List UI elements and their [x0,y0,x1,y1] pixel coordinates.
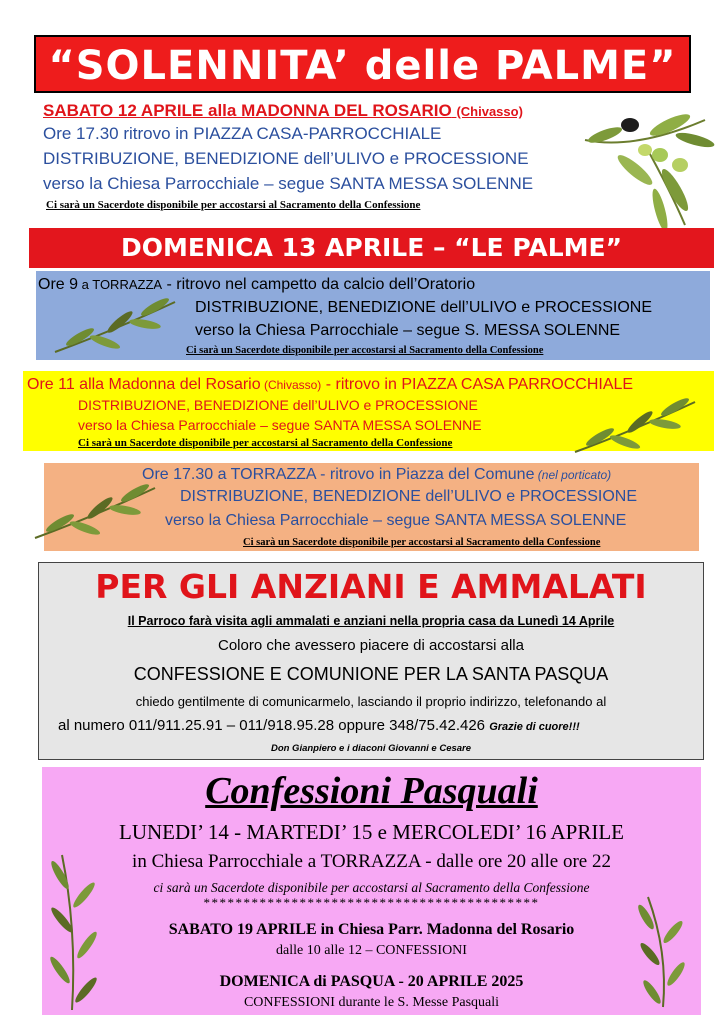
confessioni-line3: ci sarà un Sacerdote disponibile per accostarsi al Sacramento della Confessione [153,880,590,895]
anziani-line5 [58,717,580,734]
yellow-line2: DISTRIBUZIONE, BENEDIZIONE dell’ULIVO e PROCESSIONE [78,397,478,413]
confessioni-heading: Confessioni Pasquali [205,770,538,812]
sabato-place: (Chivasso) [456,104,523,119]
confessioni-line1: LUNEDI’ 14 - MARTEDI’ 15 e MERCOLEDI’ 16 APRILE [119,820,624,844]
title-banner [34,35,691,93]
anziani-signature: Don Gianpiero e i diaconi Giovanni e Cesare [270,743,472,754]
blue-line3: verso la Chiesa Parrocchiale – segue S. MESSA SOLENNE [195,322,621,339]
confessioni-line6: DOMENICA di PASQUA - 20 APRILE 2025 [219,973,524,990]
yellow-line3: verso la Chiesa Parrocchiale – segue SANTA MESSA SOLENNE [78,417,482,433]
yellow-note: Ci sarà un Sacerdote disponibile per accostarsi al Sacramento della Confessione [78,437,453,449]
confessioni-stars: ****************************************** [203,895,540,910]
olive-branch-icon [42,850,112,1015]
blue-line2: DISTRIBUZIONE, BENEDIZIONE dell’ULIVO e PROCESSIONE [195,299,652,316]
domenica-banner [29,228,714,268]
blue-place: a TORRAZZA [78,277,163,292]
domenica-banner-text: DOMENICA 13 APRILE – “LE PALME” [120,233,623,262]
page-title: “SOLENNITA’ delle PALME” [48,43,677,89]
orange-place: (nel porticato) [534,468,612,482]
blue-note: Ci sarà un Sacerdote disponibile per accostarsi al Sacramento della Confessione [186,345,544,356]
orange-line1 [142,466,611,484]
sabato-line3: verso la Chiesa Parrocchiale – segue SANTA MESSA SOLENNE [43,174,534,193]
olive-branch-icon [30,478,160,548]
olive-branch-icon [575,100,715,230]
blue-time: Ore 9 [38,276,79,293]
sabato-line2: DISTRIBUZIONE, BENEDIZIONE dell’ULIVO e PROCESSIONE [43,149,529,168]
anziani-line2: Coloro che avessero piacere di accostarsi alla [218,637,524,654]
yellow-place: (Chivasso) [260,378,322,392]
anziani-line1: Il Parroco farà visita agli ammalati e anziani nella propria casa da Lunedì 14 Aprile [127,614,615,628]
anziani-phones: al numero 011/911.25.91 – 011/918.95.28 oppure 348/75.42.426 [58,717,490,734]
confessioni-line7: CONFESSIONI durante le S. Messe Pasquali [243,995,500,1010]
yellow-line1 [27,376,633,394]
sabato-note: Ci sarà un Sacerdote disponibile per accostarsi al Sacramento della Confessione [46,199,421,211]
olive-branch-icon [50,292,180,362]
orange-time: Ore 17.30 a TORRAZZA - ritrovo in Piazza del Comune [142,466,535,483]
orange-line2: DISTRIBUZIONE, BENEDIZIONE dell’ULIVO e PROCESSIONE [180,488,637,505]
confessioni-line5: dalle 10 alle 12 – CONFESSIONI [276,943,467,958]
yellow-rest: - ritrovo in PIAZZA CASA PARROCCHIALE [321,376,634,393]
sabato-heading-text: SABATO 12 APRILE alla MADONNA DEL ROSARIO [43,101,452,120]
olive-branch-icon [628,892,698,1012]
yellow-time: Ore 11 alla Madonna del Rosario [27,376,261,393]
sabato-heading [43,101,523,121]
confessioni-line4: SABATO 19 APRILE in Chiesa Parr. Madonna del Rosario [168,921,575,938]
orange-line3: verso la Chiesa Parrocchiale – segue SANTA MESSA SOLENNE [165,512,627,529]
sabato-line1: Ore 17.30 ritrovo in PIAZZA CASA-PARROCCHIALE [43,124,442,143]
anziani-line3: CONFESSIONE E COMUNIONE PER LA SANTA PASQUA [133,664,609,684]
olive-branch-icon [570,392,700,462]
anziani-thanks: Grazie di cuore!!! [489,721,580,733]
orange-note: Ci sarà un Sacerdote disponibile per accostarsi al Sacramento della Confessione [243,537,601,548]
anziani-heading: PER GLI ANZIANI E AMMALATI [95,567,647,606]
anziani-line4: chiedo gentilmente di comunicarmelo, lasciando il proprio indirizzo, telefonando al [135,694,607,709]
blue-rest: - ritrovo nel campetto da calcio dell’Oratorio [162,276,476,293]
confessioni-line2: in Chiesa Parrocchiale a TORRAZZA - dalle ore 20 alle ore 22 [132,851,611,872]
